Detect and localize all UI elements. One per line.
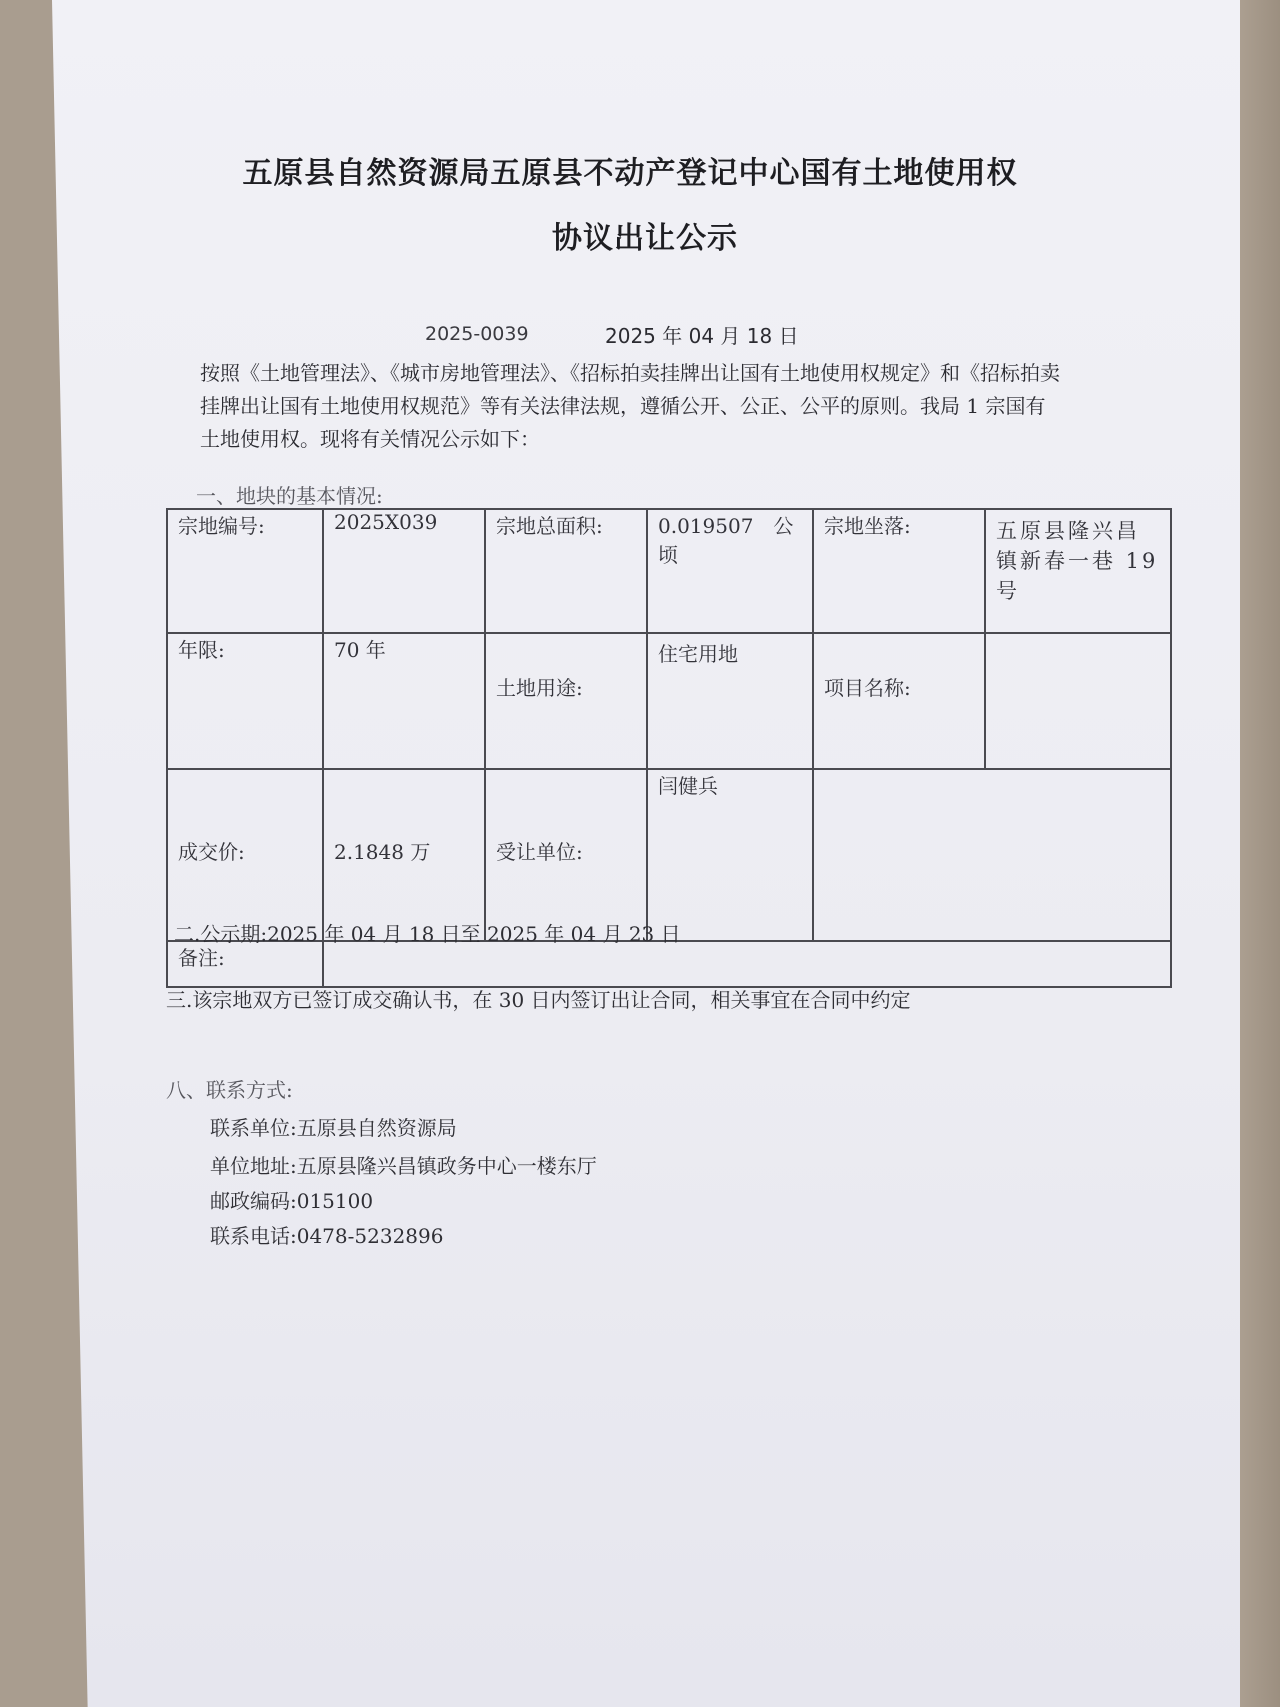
contact-unit: 联系单位:五原县自然资源局 [210,1116,457,1140]
transferee-value: 闫健兵 [647,769,813,941]
price-label: 成交价: [167,769,323,941]
term-label: 年限: [167,633,323,769]
document-date: 2025 年 04 月 18 日 [605,324,799,348]
table-row [167,509,1171,633]
contact-address: 单位地址:五原县隆兴昌镇政务中心一楼东厅 [210,1154,597,1178]
section-1-heading: 一、地块的基本情况: [196,484,383,508]
location-label: 宗地坐落: [813,509,985,633]
price-value: 2.1848 万 [323,769,485,941]
table-row [167,769,1171,941]
use-value: 住宅用地 [647,633,813,769]
table-row [167,941,1171,987]
parcel-no-label: 宗地编号: [167,509,323,633]
location-value: 五原县隆兴昌镇新春一巷 19 号 [985,509,1171,633]
term-value: 70 年 [323,633,485,769]
contact-postcode: 邮政编码:015100 [210,1189,374,1213]
contact-phone: 联系电话:0478-5232896 [210,1224,444,1248]
use-label: 土地用途: [485,633,647,769]
section-8-heading: 八、联系方式: [166,1078,293,1102]
table-row [167,633,1171,769]
parcel-info-table [166,508,1172,988]
document-number: 2025-0039 [425,323,529,345]
parcel-no-value: 2025X039 [323,509,485,633]
empty-cell [813,769,1171,941]
area-label: 宗地总面积: [485,509,647,633]
area-value: 0.019507 公顷 [647,509,813,633]
title-line-1: 五原县自然资源局五原县不动产登记中心国有土地使用权 [242,156,1018,191]
title-line-2: 协议出让公示 [552,221,738,256]
remarks-label: 备注: [167,941,323,987]
section-3-contract-note: 三.该宗地双方已签订成交确认书，在 30 日内签订出让合同，相关事宜在合同中约定 [166,988,911,1012]
remarks-value [323,941,1171,987]
intro-paragraph: 按照《土地管理法》、《城市房地管理法》、《招标拍卖挂牌出让国有土地使用权规定》和《招标拍卖挂牌出让国有土地使用权规范》等有关法律法规，遵循公开、公正、公平的原则。我局 1 宗国有土地使用权。现将有关情况公示如下： [200,361,1060,451]
section-2-publicity-period: 二.公示期:2025 年 04 月 18 日至 2025 年 04 月 23 日 [174,922,681,946]
project-label: 项目名称: [813,633,985,769]
transferee-label: 受让单位: [485,769,647,941]
project-value [985,633,1171,769]
